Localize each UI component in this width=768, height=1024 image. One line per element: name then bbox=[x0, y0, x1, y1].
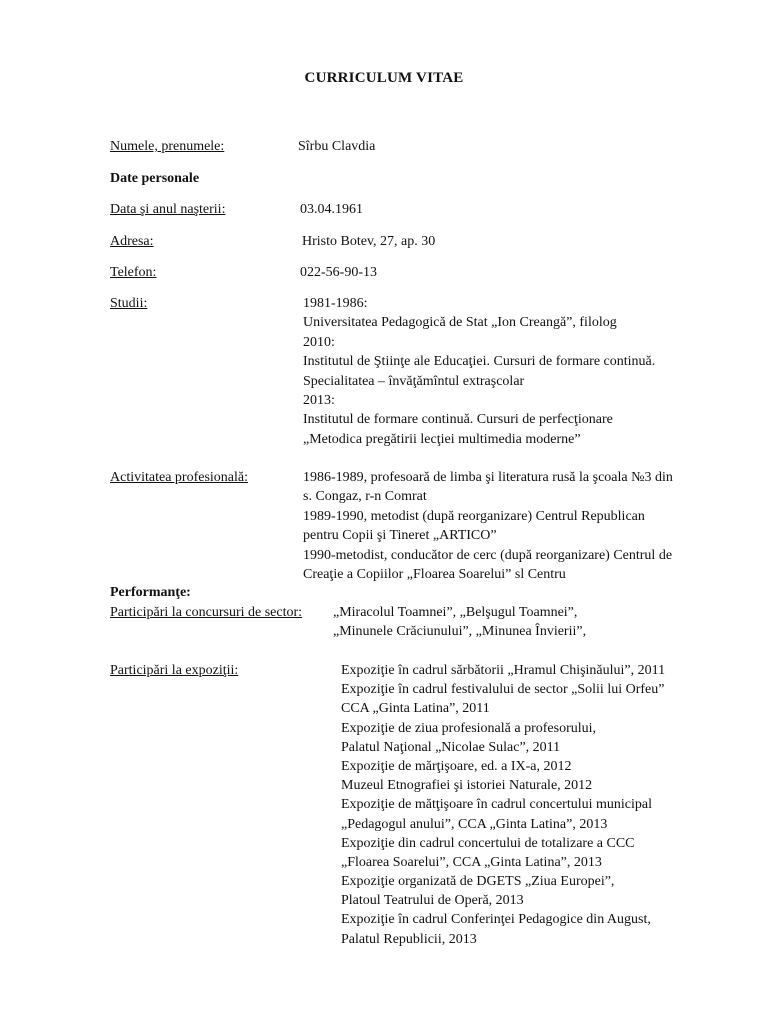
studies-label: Studii: bbox=[110, 296, 148, 311]
document-title: CURRICULUM VITAE bbox=[304, 70, 464, 86]
phone-value: 022-56-90-13 bbox=[300, 265, 377, 280]
name-label: Numele, prenumele: bbox=[110, 139, 225, 154]
exhibition-line: Expoziţie de ziua profesională a profesorului, bbox=[341, 720, 597, 736]
exhibition-line: Muzeul Etnografiei şi istoriei Naturale, 2012 bbox=[341, 778, 593, 794]
exhibition-line: Expoziţie în cadrul Conferinţei Pedagogice din August, bbox=[341, 912, 651, 928]
contests-label: Participări la concursuri de sector: bbox=[110, 605, 303, 620]
exhibition-line: Expoziţie în cadrul festivalului de sector „Solii lui Orfeu” bbox=[341, 682, 665, 698]
performance-heading: Performanţe: bbox=[110, 585, 191, 600]
exhibition-line: Expoziţie organizată de DGETS „Ziua Europei”, bbox=[341, 874, 615, 890]
birth-value: 03.04.1961 bbox=[300, 202, 363, 217]
exhibition-line: Platoul Teatrului de Operă, 2013 bbox=[341, 893, 524, 909]
personal-data-heading: Date personale bbox=[110, 171, 200, 186]
studies-line: Specialitatea – învăţămîntul extraşcolar bbox=[303, 373, 525, 389]
address-label: Adresa: bbox=[110, 234, 154, 249]
professional-line: 1990-metodist, conducător de cerc (după reorganizare) Centrul de bbox=[303, 547, 673, 563]
studies-list bbox=[303, 294, 655, 449]
exhibition-line: Expoziţie în cadrul sărbătorii „Hramul Chişinăului”, 2011 bbox=[341, 663, 666, 678]
exhibition-line: Expoziţie de mătţişoare în cadrul concertului municipal bbox=[341, 797, 653, 813]
exhibitions-label: Participări la expoziţii: bbox=[110, 663, 239, 678]
studies-line: Institutul de Ştiinţe ale Educaţiei. Cursuri de formare continuă. bbox=[303, 354, 656, 370]
contest-line: „Minunele Crăciunului”, „Minunea Învierii”, bbox=[333, 624, 587, 640]
name-value: Sîrbu Clavdia bbox=[298, 139, 376, 154]
exhibition-line: „Pedagogul anului”, CCA „Ginta Latina”, 2013 bbox=[341, 816, 608, 832]
professional-line: 1986-1989, profesoară de limba şi literatura rusă la şcoala №3 din bbox=[303, 470, 673, 485]
studies-line: 2013: bbox=[303, 392, 335, 408]
studies-line: „Metodica pregătirii lecţiei multimedia moderne” bbox=[303, 431, 581, 447]
professional-line: 1989-1990, metodist (după reorganizare) Centrul Republican bbox=[303, 508, 645, 524]
exhibition-line: Expoziţie din cadrul concertului de totalizare a CCC bbox=[341, 835, 635, 851]
phone-label: Telefon: bbox=[110, 265, 157, 280]
exhibition-line: CCA „Ginta Latina”, 2011 bbox=[341, 701, 490, 717]
professional-label: Activitatea profesională: bbox=[110, 470, 248, 485]
exhibition-line: Palatul Naţional „Nicolae Sulac”, 2011 bbox=[341, 739, 561, 755]
exhibition-line: Expoziţie de mărţişoare, ed. a IX-a, 2012 bbox=[341, 758, 572, 774]
professional-line: s. Congaz, r-n Comrat bbox=[303, 489, 427, 505]
studies-line: Universitatea Pedagogică de Stat „Ion Creangă”, filolog bbox=[303, 315, 617, 331]
exhibitions-list bbox=[341, 661, 665, 949]
birth-label: Data şi anul naşterii: bbox=[110, 202, 226, 217]
professional-line: Creaţie a Copiilor „Floarea Soarelui” sl Centru bbox=[303, 566, 566, 582]
professional-list bbox=[303, 468, 673, 584]
exhibition-line: Palatul Republicii, 2013 bbox=[341, 931, 477, 947]
contest-line: „Miracolul Toamnei”, „Belşugul Toamnei”, bbox=[333, 605, 578, 620]
exhibition-line: „Floarea Soarelui”, CCA „Ginta Latina”, 2013 bbox=[341, 854, 602, 870]
studies-line: Institutul de formare continuă. Cursuri de perfecţionare bbox=[303, 412, 613, 428]
studies-line: 2010: bbox=[303, 334, 335, 350]
contests-list bbox=[333, 603, 586, 642]
studies-line: 1981-1986: bbox=[303, 296, 368, 311]
professional-line: pentru Copii şi Tineret „ARTICO” bbox=[303, 528, 497, 544]
address-value: Hristo Botev, 27, ap. 30 bbox=[302, 234, 436, 249]
